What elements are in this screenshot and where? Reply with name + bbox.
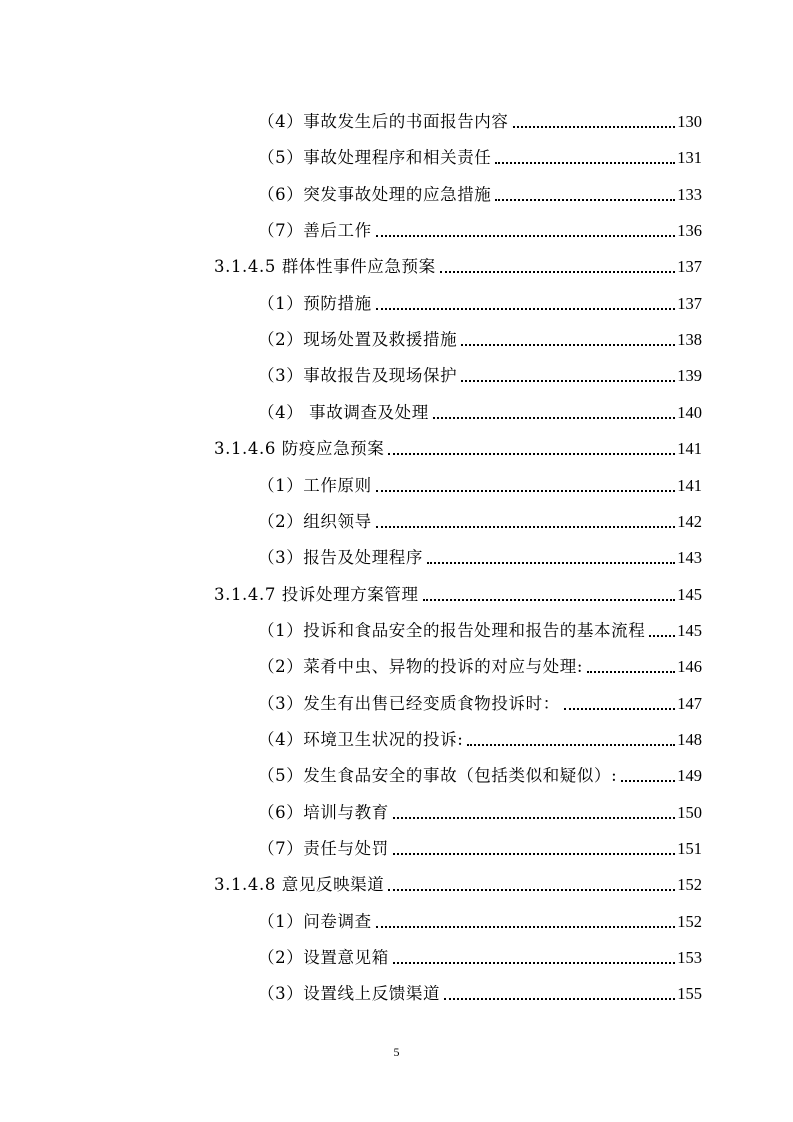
toc-dot-leader [388, 889, 675, 891]
toc-entry-page: 142 [677, 511, 702, 531]
toc-dot-leader [393, 817, 675, 819]
toc-entry[interactable] [258, 797, 702, 823]
toc-entry-page: 137 [677, 293, 702, 313]
toc-entry-label: （7）善后工作 [258, 221, 372, 241]
toc-entry[interactable] [258, 615, 702, 641]
toc-entry[interactable] [258, 833, 702, 859]
toc-entry[interactable] [258, 179, 702, 205]
toc-entry-page: 143 [677, 548, 702, 568]
toc-entry[interactable] [258, 542, 702, 568]
toc-dot-leader [461, 344, 675, 346]
toc-entry-page: 146 [677, 657, 702, 677]
toc-entry-page: 141 [677, 439, 702, 459]
toc-entry[interactable] [258, 360, 702, 386]
toc-dot-leader [495, 199, 675, 201]
toc-entry-label: （7）责任与处罚 [258, 839, 389, 858]
toc-dot-leader [467, 744, 675, 746]
toc-dot-leader [376, 235, 676, 237]
toc-entry[interactable] [214, 579, 702, 605]
toc-dot-leader [621, 780, 675, 782]
toc-entry-page: 145 [677, 620, 702, 640]
toc-entry-label: （2）现场处置及救援措施 [258, 330, 458, 350]
toc-entry-label: （4）事故发生后的书面报告内容 [258, 112, 509, 131]
toc-entry[interactable] [214, 869, 702, 895]
toc-dot-leader [495, 162, 675, 164]
toc-entry-page: 151 [677, 839, 702, 858]
toc-entry-page: 131 [677, 148, 702, 168]
toc-entry-page: 141 [677, 475, 702, 495]
toc-dot-leader [423, 599, 676, 601]
toc-entry-label: （1）问卷调查 [258, 911, 372, 931]
toc-entry-page: 137 [677, 257, 702, 277]
toc-dot-leader [444, 998, 675, 1000]
toc-entry-label: 3.1.4.8 意见反映渠道 [214, 875, 385, 895]
toc-entry[interactable] [214, 251, 702, 277]
toc-dot-leader [433, 417, 675, 419]
toc-entry-label: （6）培训与教育 [258, 802, 389, 822]
toc-entry[interactable] [258, 978, 702, 1004]
toc-dot-leader [427, 562, 675, 564]
toc-dot-leader [376, 526, 676, 528]
toc-entry-page: 152 [677, 911, 702, 931]
toc-entry-page: 150 [677, 802, 702, 822]
toc-entry-label: （2）组织领导 [258, 511, 372, 531]
toc-dot-leader [587, 671, 675, 673]
toc-dot-leader [376, 926, 676, 928]
toc-entry[interactable] [258, 215, 702, 241]
toc-entry-page: 153 [677, 948, 702, 968]
toc-entry[interactable] [258, 142, 702, 168]
toc-entry[interactable] [258, 106, 702, 132]
toc-entry-label: （4）环境卫生状况的投诉: [258, 729, 464, 749]
toc-entry-label: （4） 事故调查及处理 [258, 402, 429, 422]
toc-entry-label: （1）预防措施 [258, 293, 372, 313]
toc-entry[interactable] [258, 724, 702, 750]
toc-entry-label: （5）事故处理程序和相关责任 [258, 148, 492, 168]
toc-entry-label: （2）菜肴中虫、异物的投诉的对应与处理: [258, 657, 584, 677]
toc-entry-label: （3）事故报告及现场保护 [258, 366, 458, 386]
toc-entry-label: （3）发生有出售已经变质食物投诉时： [258, 693, 560, 713]
toc-entry-page: 136 [677, 221, 702, 241]
toc-entry-label: （1）工作原则 [258, 475, 372, 495]
toc-entry-page: 133 [677, 184, 702, 204]
toc-entry-page: 145 [677, 584, 702, 604]
toc-entry[interactable] [258, 942, 702, 968]
toc-dot-leader [564, 708, 675, 710]
toc-dot-leader [440, 271, 676, 273]
toc-entry-label: （1）投诉和食品安全的报告处理和报告的基本流程 [258, 620, 646, 640]
toc-entry[interactable] [214, 433, 702, 459]
toc-dot-leader [376, 490, 676, 492]
toc-entry[interactable] [258, 324, 702, 350]
toc-entry-page: 149 [677, 766, 702, 786]
toc-entry-page: 130 [677, 112, 702, 131]
toc-entry-label: 3.1.4.6 防疫应急预案 [214, 439, 385, 459]
toc-entry-page: 147 [677, 693, 702, 713]
toc-entry-label: （6）突发事故处理的应急措施 [258, 184, 492, 204]
toc-entry-label: （2）设置意见箱 [258, 948, 389, 968]
toc-entry-label: 3.1.4.5 群体性事件应急预案 [214, 257, 436, 277]
toc-entry-page: 138 [677, 330, 702, 350]
toc-entry[interactable] [258, 688, 702, 714]
toc-entry-page: 140 [677, 402, 702, 422]
toc-entry-label: （5）发生食品安全的事故（包括类似和疑似）: [258, 766, 618, 786]
toc-entry[interactable] [258, 470, 702, 496]
toc-entry-label: （3）设置线上反馈渠道 [258, 984, 441, 1004]
toc-entry[interactable] [258, 397, 702, 423]
toc-entry[interactable] [258, 506, 702, 532]
toc-dot-leader [393, 853, 675, 855]
page-number-footer: 5 [393, 1045, 400, 1059]
toc-entry-page: 152 [677, 875, 702, 895]
toc-dot-leader [393, 962, 675, 964]
toc-entry[interactable] [258, 760, 702, 786]
toc-dot-leader [649, 635, 675, 637]
toc-entry[interactable] [258, 288, 702, 314]
toc-entry-page: 139 [677, 366, 702, 386]
toc-entry[interactable] [258, 651, 702, 677]
toc-entry[interactable] [258, 906, 702, 932]
toc-dot-leader [461, 380, 675, 382]
toc-dot-leader [376, 308, 676, 310]
toc-entry-page: 155 [677, 984, 702, 1004]
toc-entry-label: （3）报告及处理程序 [258, 548, 423, 568]
toc-dot-leader [513, 126, 676, 128]
toc-entry-page: 148 [677, 729, 702, 749]
toc-dot-leader [388, 453, 675, 455]
toc-entry-label: 3.1.4.7 投诉处理方案管理 [214, 584, 419, 604]
